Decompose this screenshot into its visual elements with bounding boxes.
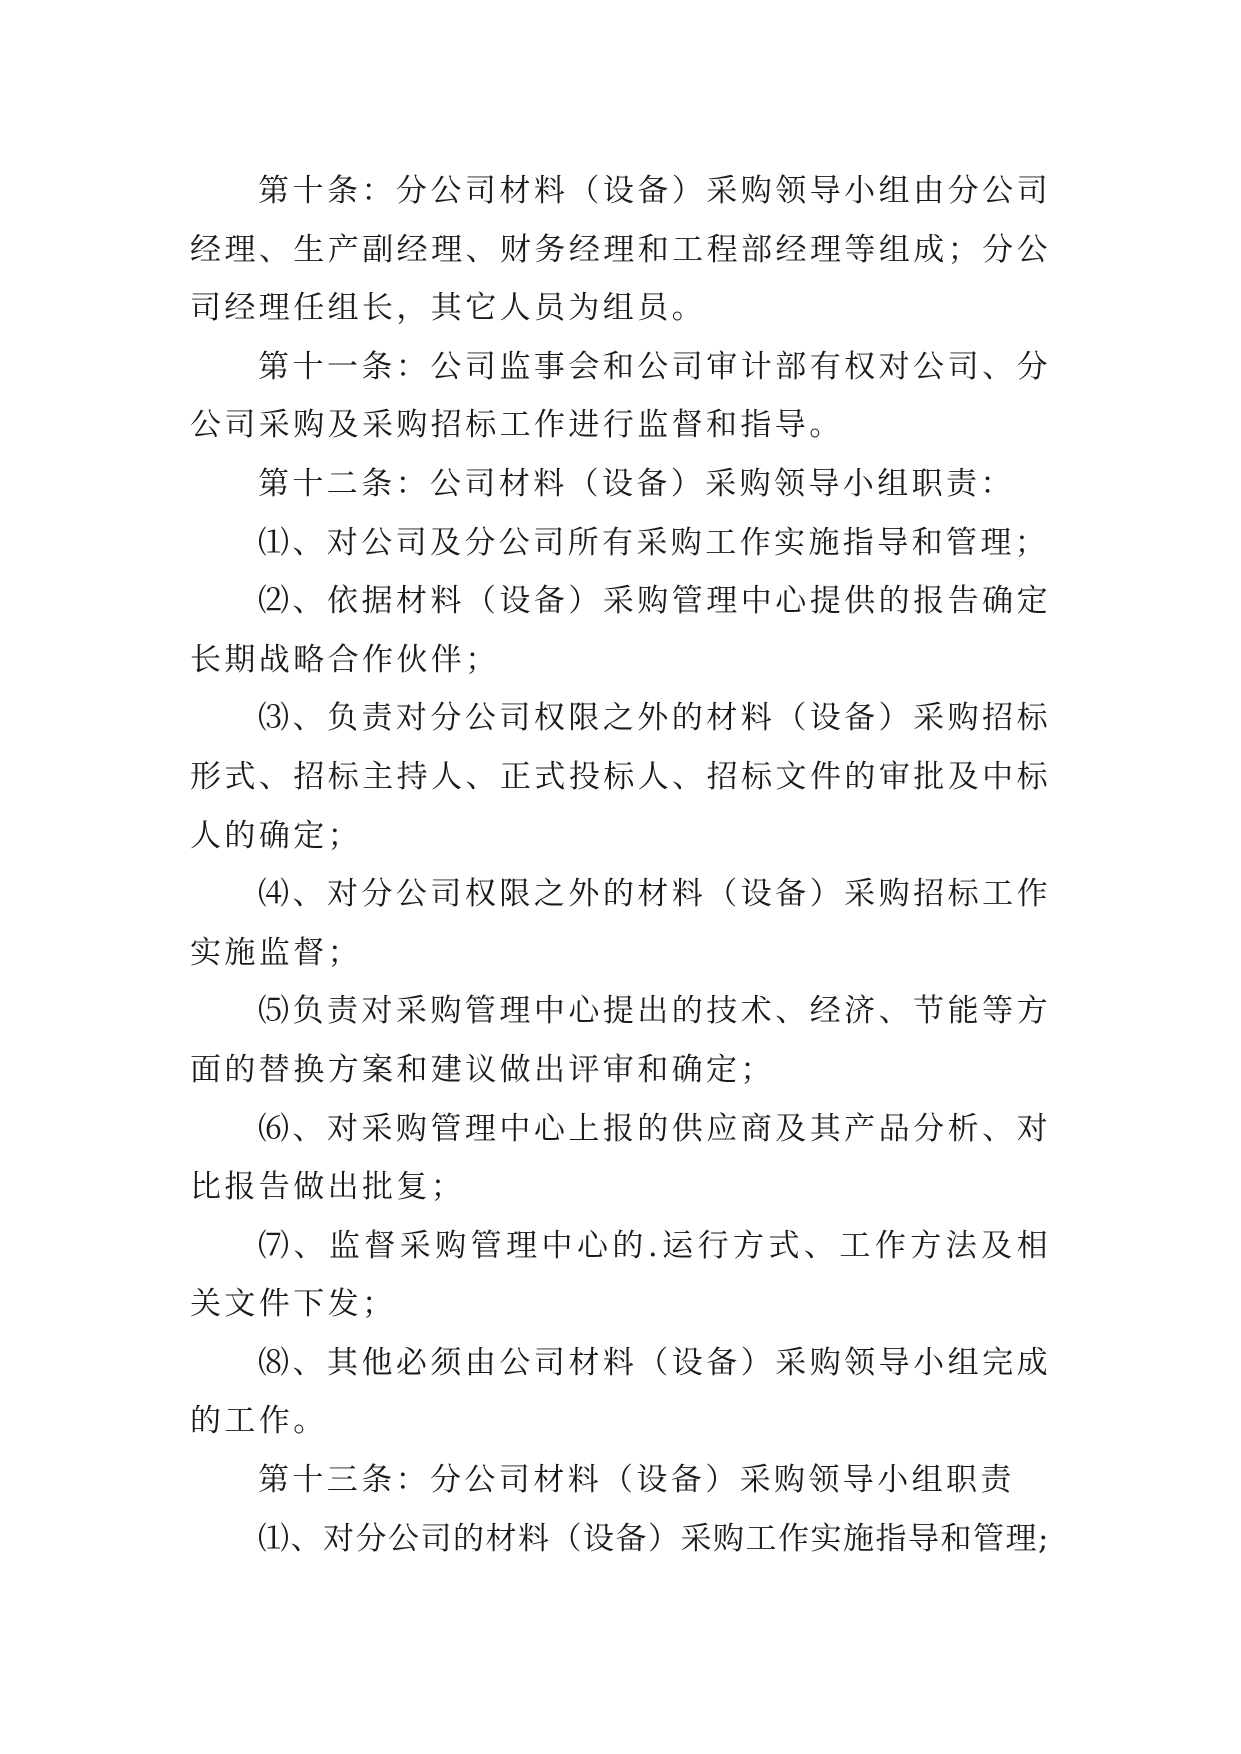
list-item-article-12-6: ⑹、对采购管理中心上报的供应商及其产品分析、对比报告做出批复； [190, 1110, 1051, 1206]
list-item-article-12-3: ⑶、负责对分公司权限之外的材料（设备）采购招标形式、招标主持人、正式投标人、招标文件的审批及中标人的确定； [190, 700, 1051, 854]
paragraph-article-13: 第十三条：分公司材料（设备）采购领导小组职责 [258, 1462, 1015, 1499]
list-item-article-12-5: ⑸负责对采购管理中心提出的技术、经济、节能等方面的替换方案和建议做出评审和确定； [190, 993, 1051, 1088]
list-item-article-12-7: ⑺、监督采购管理中心的.运行方式、工作方法及相关文件下发； [190, 1227, 1051, 1323]
list-item-article-12-8: ⑻、其他必须由公司材料（设备）采购领导小组完成的工作。 [190, 1344, 1051, 1440]
list-item-article-13-1: ⑴、对分公司的材料（设备）采购工作实施指导和管理; [258, 1520, 1050, 1557]
paragraph-article-11: 第十一条：公司监事会和公司审计部有权对公司、分公司采购及采购招标工作进行监督和指导。 [190, 348, 1051, 444]
paragraph-article-12: 第十二条：公司材料（设备）采购领导小组职责： [258, 465, 1015, 502]
document-body [190, 162, 1051, 1568]
list-item-article-12-1: ⑴、对公司及分公司所有采购工作实施指导和管理； [258, 524, 1050, 561]
list-item-article-12-2: ⑵、依据材料（设备）采购管理中心提供的报告确定长期战略合作伙伴； [190, 583, 1051, 678]
list-item-article-12-4: ⑷、对分公司权限之外的材料（设备）采购招标工作实施监督； [190, 876, 1051, 971]
paragraph-article-10: 第十条：分公司材料（设备）采购领导小组由分公司经理、生产副经理、财务经理和工程部经理等组成；分公司经理任组长，其它人员为组员。 [190, 173, 1051, 327]
